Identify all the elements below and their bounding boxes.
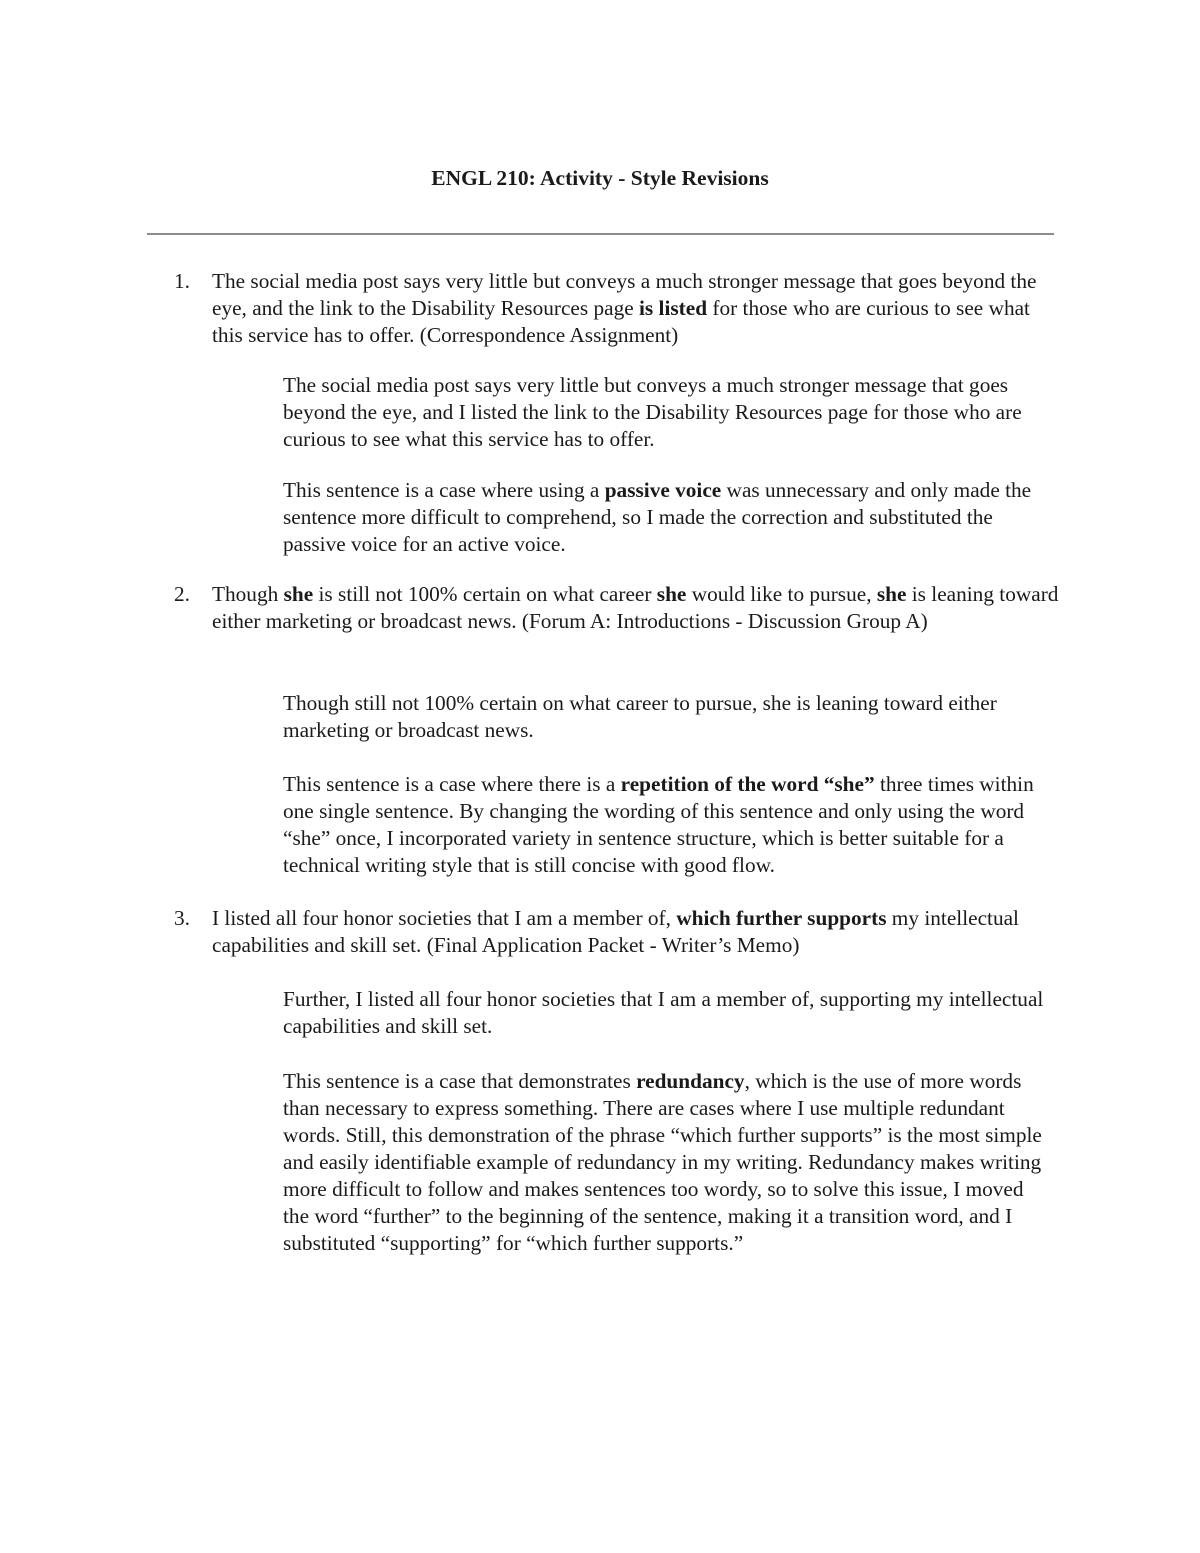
item-2-explanation — [283, 771, 1053, 879]
item-number: 2. — [174, 582, 190, 606]
item-3-original — [174, 905, 1062, 959]
highlighted-phrase: redundancy — [636, 1069, 745, 1093]
item-number: 3. — [174, 906, 190, 930]
item-text: The social media post says very little but conveys a much stronger message that goes beyond the eye, and the link to the Disability Resources page — [212, 269, 1037, 320]
highlighted-word: she — [656, 582, 687, 606]
title-divider — [147, 233, 1054, 235]
item-number: 1. — [174, 269, 190, 293]
item-text: Though — [212, 582, 284, 606]
highlighted-phrase: which further supports — [676, 906, 887, 930]
explanation-text: This sentence is a case that demonstrates — [283, 1069, 637, 1093]
item-text: is still not 100% certain on what career — [313, 582, 657, 606]
item-text: is leaning toward either marketing or broadcast news. (Forum A: Introductions - Discussion Group A) — [212, 582, 1059, 633]
explanation-text: was unnecessary and only made the sentence more difficult to comprehend, so I made the correction and substituted the passive voice for an active voice. — [283, 478, 1032, 556]
item-3-explanation — [283, 1068, 1053, 1257]
explanation-text: three times within one single sentence. By changing the wording of this sentence and only using the word “she” once, I incorporated variety in sentence structure, which is better suitable for a technical writing style that is still concise with good flow. — [283, 772, 1034, 877]
item-1-revision: The social media post says very little but conveys a much stronger message that goes beyond the eye, and I listed the link to the Disability Resources page for those who are curious to see what this service has to offer. — [283, 373, 1022, 451]
item-1-explanation — [283, 477, 1053, 558]
item-2-revision: Though still not 100% certain on what career to pursue, she is leaning toward either marketing or broadcast news. — [283, 691, 997, 742]
explanation-text: This sentence is a case where there is a — [283, 772, 621, 796]
highlighted-word: she — [876, 582, 907, 606]
item-text: my intellectual capabilities and skill set. (Final Application Packet - Writer’s Memo) — [212, 906, 1019, 957]
highlighted-phrase: passive voice — [604, 478, 722, 502]
document-title: ENGL 210: Activity - Style Revisions — [431, 166, 769, 190]
highlighted-phrase: is listed — [639, 296, 708, 320]
item-text: for those who are curious to see what this service has to offer. (Correspondence Assignment) — [212, 296, 1030, 347]
item-2-original — [174, 581, 1062, 635]
highlighted-phrase: repetition of the word “she” — [620, 772, 875, 796]
item-1-original — [174, 268, 1062, 349]
explanation-text: This sentence is a case where using a — [283, 478, 605, 502]
item-text: I listed all four honor societies that I am a member of, — [212, 906, 677, 930]
item-text: would like to pursue, — [686, 582, 877, 606]
highlighted-word: she — [283, 582, 314, 606]
explanation-text: , which is the use of more words than necessary to express something. There are cases where I use multiple redundant words. Still, this demonstration of the phrase “which further supports” is the most simple and easily identifiable example of redundancy in my writing. Redundancy makes writing more difficult to follow and makes sentences too wordy, so to solve this issue, I moved the word “further” to the beginning of the sentence, making it a transition word, and I substituted “supporting” for “which further supports.” — [283, 1069, 1042, 1255]
item-3-revision: Further, I listed all four honor societies that I am a member of, supporting my intellectual capabilities and skill set. — [283, 987, 1044, 1038]
